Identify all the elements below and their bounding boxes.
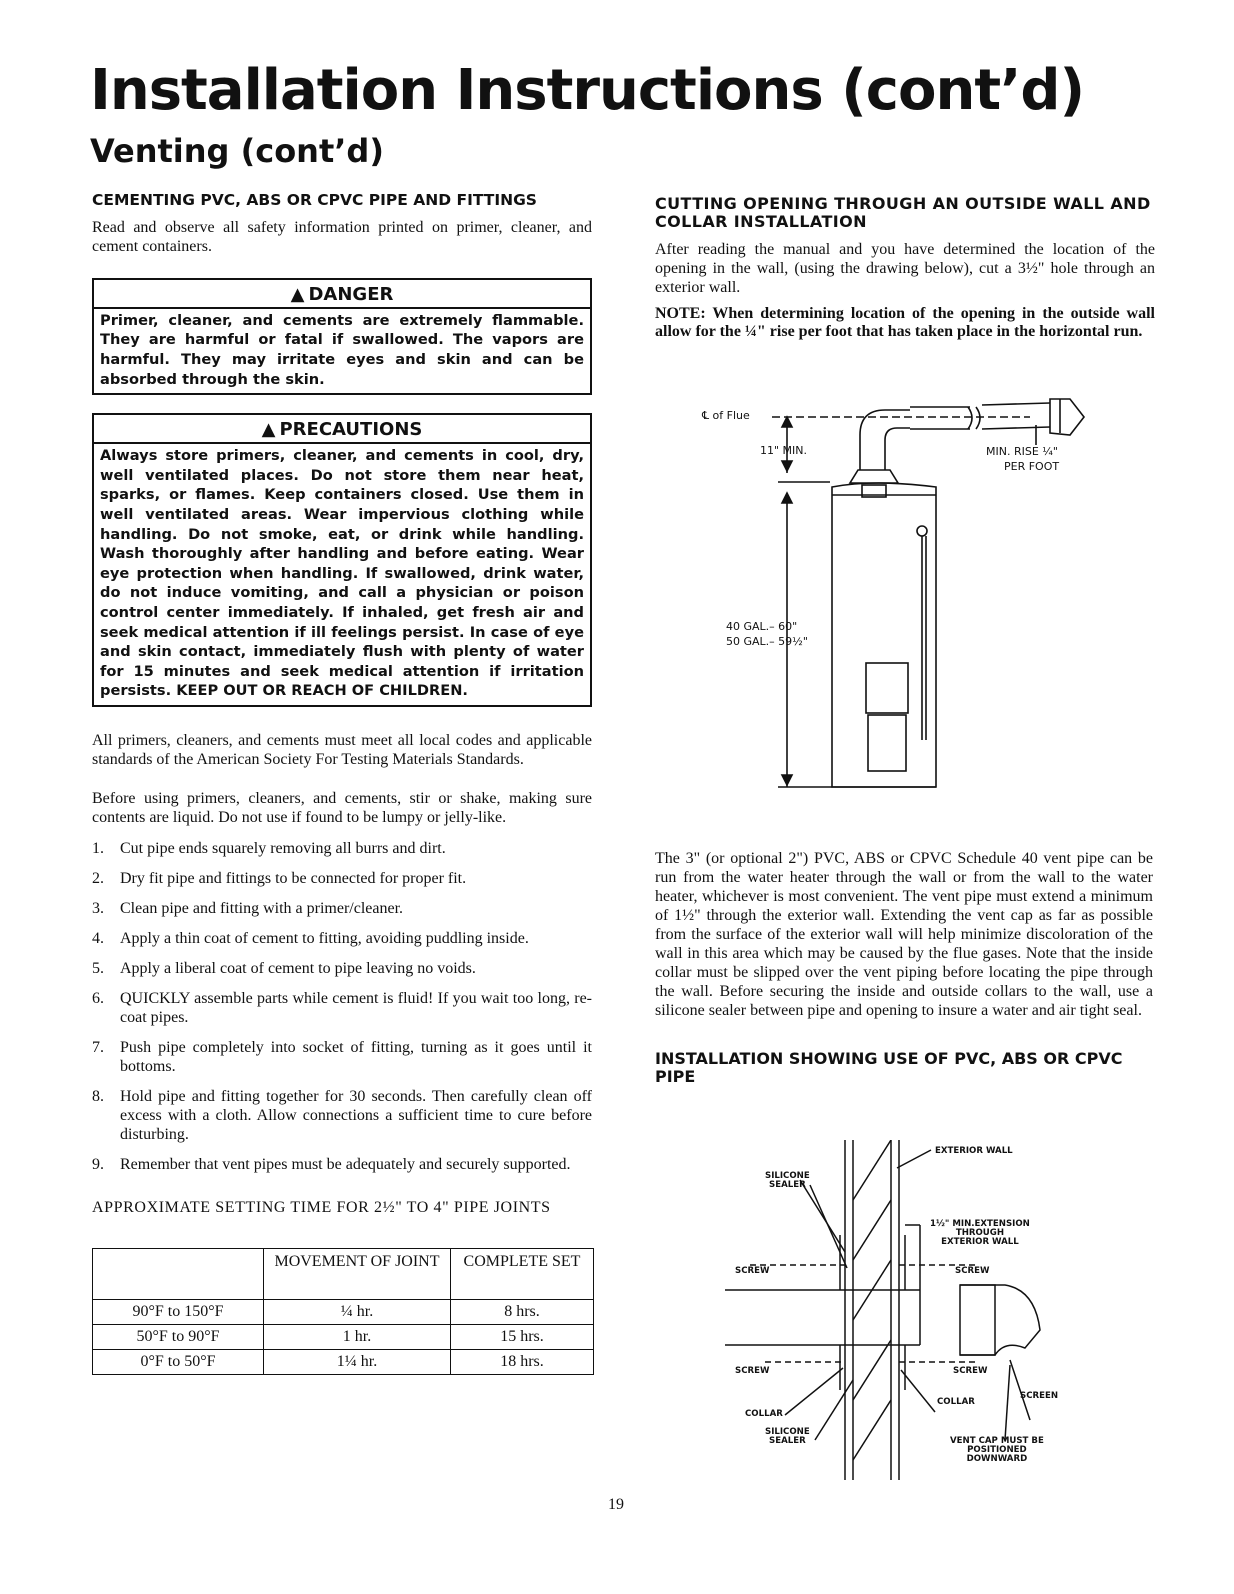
list-item: 1. Cut pipe ends squarely removing all burrs and dirt. [92,839,446,857]
wall-installation-diagram [705,1140,1065,1490]
min-label: 11" MIN. [760,444,808,457]
install-heading: INSTALLATION SHOWING USE OF PVC, ABS OR CPVC PIPE [655,1049,1123,1087]
page-number: 19 [608,1496,624,1513]
list-item: 4. Apply a thin coat of cement to fitting, avoiding puddling inside. [92,929,529,947]
list-item: 9. Remember that vent pipes must be adequately and securely supported. [92,1155,571,1173]
precautions-text [94,444,590,705]
section-title: Venting (cont’d) [90,132,384,170]
silicone-sealer-top-label: SILICONE SEALER [765,1171,810,1190]
warning-triangle-icon: ▲ [261,419,276,441]
steps-list [92,839,592,1174]
danger-heading [94,280,590,309]
table-header-row: MOVEMENT OF JOINT COMPLETE SET [93,1248,594,1299]
water-heater-diagram [700,395,1120,815]
cutting-text: After reading the manual and you have determined the location of the opening in the wall, (using the drawing below), cut a 3½" hole through an exterior wall. [655,240,1155,296]
list-item: 6. QUICKLY assemble parts while cement is fluid! If you wait too long, re-coat pipes. [92,989,592,1026]
warning-triangle-icon: ▲ [290,283,305,305]
list-item: 7. Push pipe completely into socket of fitting, turning as it goes until it bottoms. [92,1038,592,1075]
precautions-box [92,413,592,707]
list-item: 3. Clean pipe and fitting with a primer/cleaner. [92,899,404,917]
cementing-intro: Read and observe all safety information printed on primer, cleaner, and cement containers. [92,218,592,255]
collar-label-right: COLLAR [937,1397,975,1407]
table-row: 0°F to 50°F 1¼ hr. 18 hrs. [93,1349,594,1374]
screen-label: SCREEN [1020,1391,1059,1401]
exterior-wall-label: EXTERIOR WALL [935,1146,1013,1156]
water-heater-drawing [700,395,1120,815]
danger-box [92,278,592,395]
list-item: 5. Apply a liberal coat of cement to pipe leaving no voids. [92,959,476,977]
rise-label: MIN. RISE ¼" [986,445,1058,458]
precautions-body: Always store primers, cleaner, and cements in cool, dry, well ventilated places. Do not store them near heat, sparks, or flames. Keep containers closed. Use them in well ventilated areas. Wear impervious clothing while handling. Do not smoke, eat, or drink while handling. Wash thoroughly after handling and before eating. Wear eye protection when handling. If swallowed, drink water, do not induce vomiting, and call a physician or poison control center immediately. If inhaled, get fresh air and seek medical attention if ill feelings persist. In case of eye and skin contact, immediately flush with plenty of water for 15 minutes and seek medical attention if irritation persists. [100,447,584,700]
screw-label-tr: SCREW [955,1266,990,1276]
precautions-caps: KEEP OUT OR REACH OF CHILDREN. [176,682,468,700]
cutting-heading: CUTTING OPENING THROUGH AN OUTSIDE WALL AND COLLAR INSTALLATION [655,194,1151,232]
before-paragraph: Before using primers, cleaners, and cements, stir or shake, making sure contents are liquid. Do not use if found to be lumpy or jelly-like. [92,789,592,826]
list-item: 8. Hold pipe and fitting together for 30 seconds. Then carefully clean off excess with a cloth. Allow connections a sufficient time to cure before disturbing. [92,1087,592,1143]
gal40-label: 40 GAL.– 60" [726,620,798,633]
page-title: Installation Instructions (cont’d) [90,58,1085,123]
flue-label: ℄ of Flue [702,409,750,422]
danger-text: Primer, cleaner, and cements are extremely flammable. They are harmful or fatal if swallowed. The vapors are harmful. They may irritate eyes and skin and can be absorbed through the skin. [100,311,584,388]
danger-heading-text: DANGER [308,283,394,305]
cementing-heading: CEMENTING PVC, ABS OR CPVC PIPE AND FITTINGS [92,191,537,209]
screw-label-tl: SCREW [735,1266,770,1276]
rise-label-2: PER FOOT [1004,460,1060,473]
screw-label-br: SCREW [953,1366,988,1376]
precautions-heading-text: PRECAUTIONS [279,419,423,441]
setting-time-title: APPROXIMATE SETTING TIME FOR 2½" TO 4" PIPE JOINTS [92,1198,551,1216]
right-lower [655,849,1153,1095]
gal50-label: 50 GAL.– 59½" [726,635,808,648]
table-row: 50°F to 90°F 1 hr. 15 hrs. [93,1324,594,1349]
setting-time-table [92,1248,594,1375]
extension-label: 1½" MIN.EXTENSION THROUGH EXTERIOR WALL [930,1219,1030,1247]
standards-paragraph: All primers, cleaners, and cements must meet all local codes and applicable standards of the American Society For Testing Materials Standards. [92,731,592,768]
table-row: 90°F to 150°F ¼ hr. 8 hrs. [93,1299,594,1324]
list-item: 2. Dry fit pipe and fittings to be connected for proper fit. [92,869,467,887]
screw-label-bl: SCREW [735,1366,770,1376]
note-text: NOTE: When determining location of the opening in the outside wall allow for the ¼" rise per foot that has taken place in the horizontal run. [655,304,1155,340]
left-column [92,192,592,1375]
right-column [655,195,1155,341]
precautions-heading [94,415,590,444]
silicone-sealer-bottom-label: SILICONE SEALER [765,1427,810,1446]
vent-paragraph: The 3" (or optional 2") PVC, ABS or CPVC Schedule 40 vent pipe can be run from the water heater through the wall or from the wall to the water heater, whichever is most convenient. The vent pipe must extend a minimum of 1½" through the exterior wall. Extending the vent cap as far as possible from the surface of the exterior wall will help minimize discoloration of the wall in this area which may be caused by the flue gases. Note that the inside collar must be slipped over the vent piping before locating the pipe through the wall. Before securing the inside and outside collars to the wall, use a silicone sealer between pipe and opening to insure a water and air tight seal. [655,850,1153,1019]
collar-label-left: COLLAR [745,1409,783,1419]
vent-cap-label: VENT CAP MUST BE POSITIONED DOWNWARD [950,1436,1044,1464]
